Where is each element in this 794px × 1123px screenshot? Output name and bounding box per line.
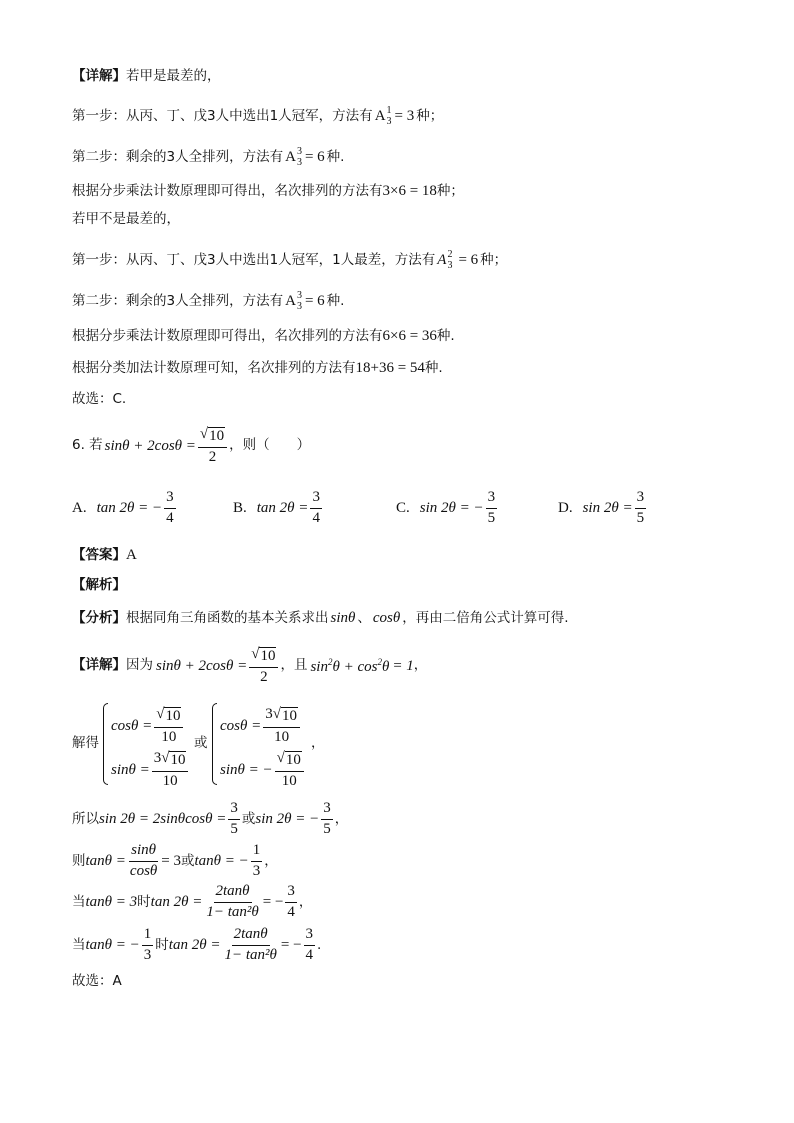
sqrt-coef: 3 [153, 750, 162, 766]
fraction-den: 5 [323, 820, 331, 837]
detail-lhs: sinθ + 2cosθ = [156, 657, 248, 674]
tan-expr2: tanθ = − [194, 852, 249, 869]
fraction-den: 4 [312, 509, 320, 526]
step1b-post: 种； [480, 251, 508, 268]
perm-a31 [375, 106, 415, 127]
option-expr: sin 2θ = [582, 499, 633, 516]
system-lhs: sinθ = [111, 761, 150, 778]
fraction-den: 3 [252, 862, 261, 879]
sqrt-content: 10 [170, 752, 186, 768]
tan-pre: 则 [72, 852, 86, 869]
multiply-line-2 [72, 329, 455, 344]
fenxi-tag: 【分析】 [72, 609, 126, 626]
case-eq: = − [262, 893, 284, 910]
sin2theta-line [72, 801, 348, 838]
sqrt-content: 10 [260, 648, 276, 664]
step1b-text: 第一步：从丙、丁、戊3人中选出1人冠军，1人最差，方法有 [72, 251, 436, 268]
addition-post: 种. [424, 359, 443, 376]
multiply-text: 根据分步乘法计数原理即可得出，名次排列的方法有 [72, 182, 383, 199]
detail-mid: ，且 [280, 657, 308, 674]
detail-tag: 【详解】 [72, 657, 126, 674]
case-not-worst-text: 若甲不是最差的， [72, 211, 180, 227]
perm-sub: 3 [386, 115, 392, 127]
case-not-worst-line [72, 213, 180, 227]
step1-text: 第一步：从丙、丁、戊3人中选出1人冠军，方法有 [72, 107, 373, 124]
detail-tag: 【详解】 [72, 68, 126, 84]
case-post: ， [298, 893, 313, 910]
step2b-text: 第二步：剩余的3人全排列，方法有 [72, 292, 284, 309]
perm-letter: A [285, 149, 296, 165]
multiply-text: 根据分步乘法计数原理即可得出，名次排列的方法有 [72, 327, 383, 344]
fraction-den: 3 [143, 946, 152, 963]
fraction-num: 3 [310, 490, 322, 509]
sqrt-content: 10 [285, 752, 301, 768]
detail-pre: 因为 [126, 657, 153, 674]
tan-expr: tanθ = [85, 852, 126, 869]
case-when: 时 [155, 936, 169, 953]
option-expr: tan 2θ = [256, 499, 309, 516]
fraction-den: 4 [305, 946, 314, 963]
left-brace-1 [103, 703, 108, 785]
system-lhs: cosθ = [111, 717, 153, 734]
detail-line-1 [72, 70, 221, 84]
solve-comma: ， [311, 735, 325, 751]
perm-sub: 3 [296, 300, 302, 312]
perm-eq: = 3 [394, 108, 415, 124]
perm-sup: 3 [296, 146, 302, 157]
fraction-den: 5 [230, 820, 238, 837]
step2-text: 第二步：剩余的3人全排列，方法有 [72, 148, 284, 165]
fraction-num: sinθ [129, 843, 158, 862]
case-cond: tanθ = 3 [85, 893, 138, 910]
case-pre: 当 [72, 936, 86, 953]
addition-text: 根据分类加法计数原理可知，名次排列的方法有 [72, 359, 356, 376]
case1-line [72, 884, 312, 921]
option-a [72, 490, 178, 527]
detail-ident: = 1 [392, 657, 414, 674]
fraction-num: 2tanθ [232, 927, 270, 946]
detail-post: ， [413, 657, 428, 674]
fraction-den: 1− tan²θ [224, 946, 277, 963]
fraction-num: 3 [285, 884, 297, 903]
fraction-den: 5 [487, 509, 496, 526]
sqrt-coef: 3 [265, 706, 273, 722]
system1-row1: cosθ = √ 10 10 [111, 707, 185, 745]
fenxi-sin: sinθ [330, 610, 356, 626]
question-6 [72, 427, 310, 465]
sqrt-content: 10 [209, 428, 225, 444]
fraction-den: 10 [161, 728, 177, 745]
perm-letter: A [374, 108, 386, 124]
fraction-den: cosθ [129, 862, 158, 879]
option-label: C. [396, 499, 410, 516]
option-d [558, 490, 648, 527]
perm-a33 [285, 147, 325, 168]
question-number: 6. 若 [72, 437, 103, 454]
multiply-math: 3×6 = 18 [382, 183, 437, 199]
multiply-math: 6×6 = 36 [382, 328, 437, 344]
fenxi-cos: cosθ [372, 610, 401, 626]
perm-eq: = 6 [304, 293, 325, 309]
fenxi-sep: 、 [357, 609, 371, 626]
addition-math: 18+36 = 54 [355, 360, 425, 376]
case-eq: = − [280, 936, 302, 953]
option-label: D. [558, 499, 573, 516]
fraction-num: 3 [486, 490, 498, 509]
fraction-num: 2tanθ [214, 884, 252, 903]
perm-letter: A [437, 252, 447, 268]
system-lhs: sinθ = − [220, 761, 273, 778]
perm-sub: 3 [296, 156, 302, 168]
case-expr: tan 2θ = [150, 893, 203, 910]
sin2-expr2: sin 2θ = − [255, 810, 320, 827]
answer-tag: 【答案】 [72, 546, 126, 563]
multiply-post: 种； [436, 182, 464, 199]
step2b-line [72, 291, 344, 312]
question-fraction: √ 10 2 [198, 427, 227, 465]
fraction-den: 10 [281, 772, 297, 789]
step2-post: 种. [326, 148, 345, 165]
sqrt-content: 10 [165, 708, 181, 724]
answer-line [72, 548, 137, 563]
fraction-num: 3 [228, 801, 240, 820]
case-pre: 当 [72, 893, 86, 910]
case-expr: tan 2θ = [168, 936, 221, 953]
sin2-or: 或 [241, 810, 256, 827]
tan-post: ， [264, 852, 278, 869]
sin2-pre: 所以 [72, 810, 99, 827]
question-post: ，则（ ） [229, 437, 311, 454]
addition-line [72, 361, 443, 376]
case-post: . [317, 936, 322, 953]
fraction-den: 2 [260, 668, 268, 685]
step2b-post: 种. [326, 292, 345, 309]
fraction-den: 10 [162, 772, 178, 789]
step1-post: 种； [416, 107, 444, 124]
fenxi-text2: ，再由二倍角公式计算可得. [402, 609, 569, 626]
tan-or: 或 [181, 852, 195, 869]
system-lhs: cosθ = [220, 717, 262, 734]
fraction-den: 2 [208, 448, 217, 465]
tantheta-line [72, 843, 278, 880]
tan-eq: = 3 [161, 852, 182, 869]
fenxi-text: 根据同角三角函数的基本关系求出 [126, 609, 329, 626]
system2-row1: cosθ = 3 √ 10 10 [220, 707, 302, 745]
sin2-expr: sin 2θ = 2sinθcosθ = [99, 810, 227, 827]
fraction-den: 1− tan²θ [206, 903, 259, 920]
answer-value: A [126, 547, 137, 563]
fraction-num: 3 [304, 927, 316, 946]
step1-line [72, 106, 443, 127]
step1b-line [72, 250, 507, 271]
fraction-num: 3 [635, 490, 647, 509]
fraction-den: 4 [287, 903, 295, 920]
option-expr: tan 2θ = − [96, 499, 163, 516]
detail-fraction: √ 10 2 [249, 647, 278, 685]
fraction-num: 3 [321, 801, 333, 820]
fraction-num: 1 [251, 843, 263, 862]
fraction-den: 4 [166, 509, 174, 526]
solve-label: 解得 [72, 735, 99, 751]
perm-sup: 3 [296, 290, 302, 301]
fenxi-line [72, 611, 569, 626]
perm-eq: = 6 [458, 252, 479, 268]
analysis-head [72, 579, 126, 593]
perm-a32 [437, 250, 478, 271]
choice-line-5 [72, 393, 126, 407]
case2-line [72, 927, 321, 964]
case-cond: tanθ = − [85, 936, 140, 953]
final-choice-text: 故选：A [72, 973, 122, 989]
step2-line [72, 147, 344, 168]
option-label: A. [72, 499, 87, 516]
perm-sup: 2 [447, 249, 453, 260]
option-c [396, 490, 499, 527]
final-choice-line [72, 975, 122, 989]
fraction-den: 10 [274, 728, 290, 745]
or-label: 或 [194, 735, 208, 751]
case-when: 时 [137, 893, 151, 910]
perm-sub: 3 [447, 259, 453, 271]
analysis-tag: 【解析】 [72, 577, 126, 593]
perm-letter: A [285, 293, 296, 309]
option-label: B. [233, 499, 247, 516]
sin2-post: ， [334, 810, 349, 827]
multiply-post: 种. [436, 327, 455, 344]
perm-a33b [285, 291, 325, 312]
option-expr: sin 2θ = − [419, 499, 484, 516]
sqrt-content: 10 [281, 708, 297, 724]
system1-row2: sinθ = 3 √ 10 10 [111, 751, 190, 789]
detail-line-2 [72, 647, 427, 685]
perm-eq: = 6 [304, 149, 325, 165]
system2-row2: sinθ = − √ 10 10 [220, 751, 306, 789]
left-brace-2 [212, 703, 217, 785]
pythag-identity: $\sin^2\theta + \cos^2\theta$ [310, 656, 390, 675]
multiply-line-1 [72, 184, 464, 199]
option-b [233, 490, 324, 527]
choice-text: 故选：C. [72, 391, 127, 407]
fraction-den: 5 [636, 509, 645, 526]
question-lhs: sinθ + 2cosθ = [104, 437, 196, 454]
fraction-num: 3 [164, 490, 176, 509]
fraction-num: 1 [142, 927, 154, 946]
detail-text: 若甲是最差的， [126, 68, 221, 84]
perm-sup: 1 [386, 105, 392, 116]
